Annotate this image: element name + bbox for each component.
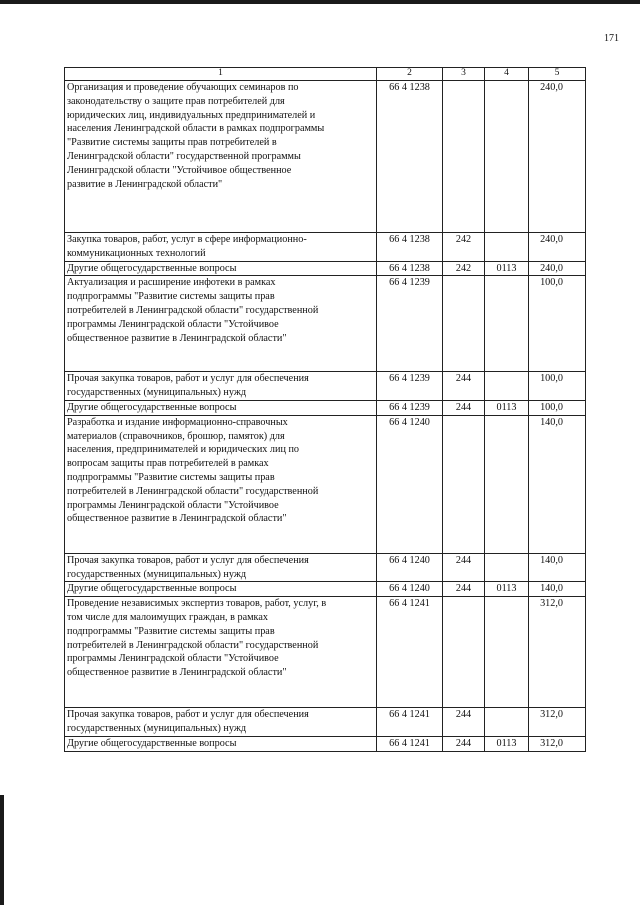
description-line: общественное развитие в Ленинградской области": [67, 667, 287, 679]
row-amount: 240,0: [529, 81, 586, 233]
row-amount: 312,0: [529, 736, 586, 751]
row-amount: 312,0: [529, 708, 586, 737]
description-line: программы Ленинградской области "Устойчивое: [67, 318, 279, 330]
description-line: подпрограммы "Развитие системы защиты прав: [67, 291, 275, 303]
description-line: Другие общегосударственные вопросы: [67, 583, 237, 595]
row-target-code: 66 4 1238: [377, 233, 443, 262]
row-expense-type: [443, 597, 485, 708]
row-section: [485, 233, 529, 262]
description-line: потребителей в Ленинградской области" государственной: [67, 304, 319, 316]
description-line: Проведение независимых экспертиз товаров, работ, услуг, в: [67, 598, 327, 610]
header-col-4: 4: [485, 68, 529, 81]
description-line: развитие в Ленинградской области": [67, 178, 223, 190]
row-amount: 100,0: [529, 372, 586, 401]
row-expense-type: 244: [443, 372, 485, 401]
description-line: государственных (муниципальных) нужд: [67, 722, 247, 734]
row-section: [485, 708, 529, 737]
row-expense-type: [443, 276, 485, 372]
row-target-code: 66 4 1240: [377, 415, 443, 553]
table-row: [65, 261, 586, 276]
row-amount: 240,0: [529, 233, 586, 262]
row-expense-type: 244: [443, 553, 485, 582]
description-line: программы Ленинградской области "Устойчивое: [67, 499, 279, 511]
description-line: Разработка и издание информационно-справочных: [67, 416, 288, 428]
description-line: Прочая закупка товаров, работ и услуг для обеспечения: [67, 554, 309, 566]
description-line: Другие общегосударственные вопросы: [67, 401, 237, 413]
header-col-5: 5: [529, 68, 586, 81]
row-amount: 100,0: [529, 276, 586, 372]
row-expense-type: [443, 81, 485, 233]
table-header-row: [65, 68, 586, 81]
row-section: [485, 597, 529, 708]
description-line: общественное развитие в Ленинградской области": [67, 332, 287, 344]
row-section: 0113: [485, 261, 529, 276]
description-line: том числе для малоимущих граждан, в рамках: [67, 611, 268, 623]
row-description: [65, 261, 377, 276]
row-expense-type: [443, 415, 485, 553]
description-line: подпрограммы "Развитие системы защиты прав: [67, 625, 275, 637]
row-section: 0113: [485, 582, 529, 597]
table-row: [65, 276, 586, 372]
row-section: [485, 553, 529, 582]
description-line: законодательству о защите прав потребителей для: [67, 95, 285, 107]
row-target-code: 66 4 1238: [377, 81, 443, 233]
scan-top-border: [0, 0, 640, 4]
page-number: 171: [604, 33, 619, 44]
table-row: [65, 81, 586, 233]
description-line: общественное развитие в Ленинградской области": [67, 513, 287, 525]
description-line: населения Ленинградской области в рамках подпрограммы: [67, 123, 325, 135]
description-line: юридических лиц, индивидуальных предпринимателей и: [67, 109, 316, 121]
row-section: 0113: [485, 400, 529, 415]
table-row: [65, 708, 586, 737]
scan-left-border: [0, 795, 4, 905]
row-description: [65, 372, 377, 401]
row-target-code: 66 4 1241: [377, 708, 443, 737]
row-section: [485, 81, 529, 233]
row-expense-type: 244: [443, 708, 485, 737]
row-section: [485, 372, 529, 401]
row-description: [65, 582, 377, 597]
description-line: населения, предпринимателей и юридических лиц по: [67, 444, 299, 456]
description-line: Организация и проведение обучающих семинаров по: [67, 82, 299, 93]
row-expense-type: 242: [443, 233, 485, 262]
row-target-code: 66 4 1239: [377, 276, 443, 372]
description-line: программы Ленинградской области "Устойчивое: [67, 653, 279, 665]
table-row: [65, 233, 586, 262]
row-section: [485, 276, 529, 372]
row-amount: 140,0: [529, 415, 586, 553]
row-amount: 100,0: [529, 400, 586, 415]
description-line: коммуникационных технологий: [67, 247, 206, 259]
description-line: Актуализация и расширение инфотеки в рамках: [67, 277, 276, 289]
header-col-1: 1: [65, 68, 377, 81]
row-section: [485, 415, 529, 553]
table-row: [65, 415, 586, 553]
row-description: [65, 736, 377, 751]
table-row: [65, 372, 586, 401]
table-row: [65, 736, 586, 751]
description-line: Другие общегосударственные вопросы: [67, 737, 237, 749]
row-expense-type: 244: [443, 582, 485, 597]
row-description: [65, 400, 377, 415]
table-row: [65, 400, 586, 415]
row-expense-type: 242: [443, 261, 485, 276]
row-amount: 312,0: [529, 597, 586, 708]
row-target-code: 66 4 1241: [377, 736, 443, 751]
budget-table: [64, 67, 586, 752]
row-amount: 140,0: [529, 582, 586, 597]
table-row: [65, 582, 586, 597]
row-section: 0113: [485, 736, 529, 751]
header-col-3: 3: [443, 68, 485, 81]
row-target-code: 66 4 1240: [377, 582, 443, 597]
row-target-code: 66 4 1238: [377, 261, 443, 276]
description-line: Прочая закупка товаров, работ и услуг для обеспечения: [67, 373, 309, 385]
row-description: [65, 276, 377, 372]
description-line: Закупка товаров, работ, услуг в сфере информационно-: [67, 234, 307, 245]
description-line: потребителей в Ленинградской области" государственной: [67, 639, 319, 651]
description-line: материалов (справочников, брошюр, памяток) для: [67, 430, 285, 442]
row-description: [65, 233, 377, 262]
description-line: "Развитие системы защиты прав потребителей в: [67, 137, 277, 149]
row-target-code: 66 4 1241: [377, 597, 443, 708]
table-row: [65, 553, 586, 582]
row-description: [65, 597, 377, 708]
row-amount: 240,0: [529, 261, 586, 276]
row-description: [65, 81, 377, 233]
row-target-code: 66 4 1239: [377, 372, 443, 401]
table-body: [65, 68, 586, 752]
description-line: Ленинградской области "Устойчивое общественное: [67, 164, 292, 176]
description-line: государственных (муниципальных) нужд: [67, 568, 247, 580]
description-line: подпрограммы "Развитие системы защиты прав: [67, 471, 275, 483]
row-expense-type: 244: [443, 736, 485, 751]
row-amount: 140,0: [529, 553, 586, 582]
row-description: [65, 553, 377, 582]
description-line: вопросам защиты прав потребителей в рамках: [67, 458, 269, 470]
description-line: государственных (муниципальных) нужд: [67, 387, 247, 399]
row-expense-type: 244: [443, 400, 485, 415]
description-line: потребителей в Ленинградской области" государственной: [67, 485, 319, 497]
header-col-2: 2: [377, 68, 443, 81]
row-description: [65, 708, 377, 737]
description-line: Другие общегосударственные вопросы: [67, 262, 237, 274]
description-line: Ленинградской области" государственной программы: [67, 150, 301, 162]
description-line: Прочая закупка товаров, работ и услуг для обеспечения: [67, 709, 309, 721]
row-target-code: 66 4 1240: [377, 553, 443, 582]
row-target-code: 66 4 1239: [377, 400, 443, 415]
row-description: [65, 415, 377, 553]
table-row: [65, 597, 586, 708]
